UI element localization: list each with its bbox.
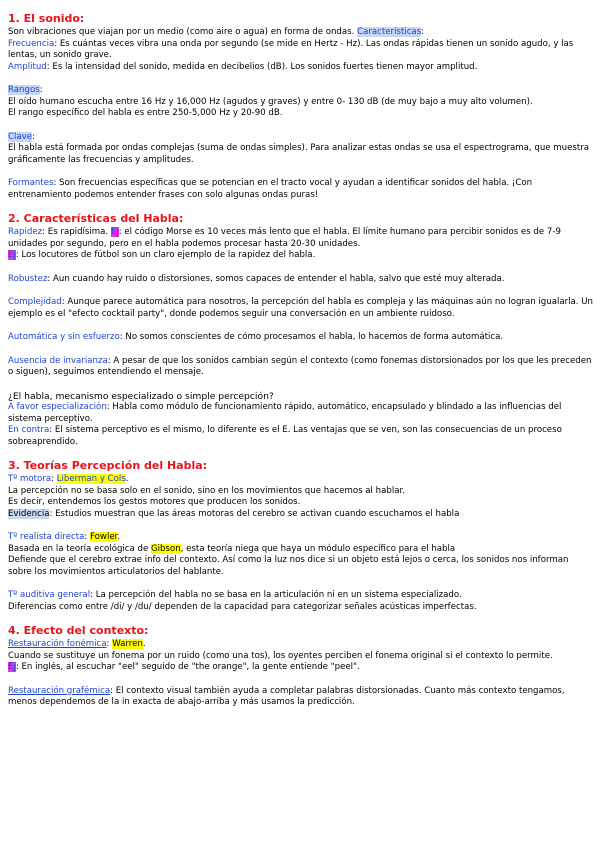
- motora-term: Tº motora: [8, 474, 52, 484]
- fonemica-term: Restauración fonémica: [8, 639, 107, 649]
- ej-tag: Ej: [8, 662, 16, 672]
- fonemica-author: Warren: [112, 639, 143, 649]
- evidencia-term: Evidencia: [8, 508, 50, 519]
- afavor-definition: A favor especialización: Habla como módulo de funcionamiento rápido, automático, encapsulado y blindado a las influencias del sistema perceptivo.: [8, 402, 562, 424]
- ej-tag: Ej: [8, 250, 16, 260]
- robustez-definition: Robustez: Aun cuando hay ruido o distorsiones, somos capaces de entender el habla, salvo que esté muy alterada.: [8, 273, 505, 284]
- section-1-title: 1. El sonido:: [8, 12, 85, 25]
- motora-line-1: La percepción no se basa solo en el sonido, sino en los movimientos que hacemos al hablar.: [8, 485, 405, 496]
- evidencia-line: Evidencia: Estudios muestran que las áreas motoras del cerebro se activan cuando escuchamos el habla: [8, 508, 460, 519]
- amplitud-definition: Amplitud: Es la intensidad del sonido, medida en decibelios (dB). Los sonidos fuertes tienen mayor amplitud.: [8, 61, 478, 72]
- rapidez-definition: Rapidez: Es rapidísima. Ej: el código Morse es 10 veces más lento que el habla. El límite humano para percibir sonidos es de 7-9 unidades por segundo, pero en el habla podemos procesar hasta 20-30 unidades.: [8, 227, 561, 249]
- frecuencia-term: Frecuencia: [8, 38, 55, 49]
- rapidez-example: Ej: Los locutores de fútbol son un claro ejemplo de la rapidez del habla.: [8, 250, 316, 260]
- robustez-term: Robustez: [8, 273, 48, 284]
- formantes-term: Formantes: [8, 178, 54, 188]
- automatica-definition: Automática y sin esfuerzo: No somos conscientes de cómo procesamos el habla, lo hacemos de forma automática.: [8, 332, 504, 342]
- clave-heading: Clave:: [8, 131, 35, 142]
- ej-tag: Ej: [110, 227, 119, 237]
- complejidad-definition: Complejidad: Aunque parece automática para nosotros, la percepción del habla es compleja y las máquinas aún no logran igualarla. Un ejemplo es el "efecto cocktail party", donde podemos seguir una conversación en un ambiente ruidoso.: [8, 297, 593, 319]
- frecuencia-definition: Frecuencia: Es cuántas veces vibra una onda por segundo (se mide en Hertz - Hz). Las ondas rápidas tienen un sonido agudo, y las lentas, un sonido grave.: [8, 38, 574, 60]
- encontra-term: En contra: [8, 425, 50, 435]
- amplitud-term: Amplitud: [8, 61, 47, 72]
- document-page: [8, 12, 594, 709]
- motora-authors: Liberman y Cols: [56, 474, 126, 484]
- realista-line-1: Basada en la teoría ecológica de Gibson, esta teoría niega que haya un módulo específico para el habla: [8, 543, 456, 554]
- realista-term: Tº realista directa: [8, 532, 85, 542]
- section-2-title: 2. Características del Habla:: [8, 212, 184, 225]
- fonemica-example: Ej: En inglés, al escuchar "eel" seguido de "the orange", la gente entiende "peel".: [8, 662, 360, 672]
- fonemica-line-1: Cuando se sustituye un fonema por un ruido (como una tos), los oyentes perciben el fonema original si el contexto lo permite.: [8, 650, 553, 661]
- section-3-title: 3. Teorías Percepción del Habla:: [8, 459, 208, 472]
- realista-author: Fowler: [90, 532, 118, 542]
- mecanismo-question: ¿El habla, mecanismo especializado o simple percepción?: [8, 390, 274, 402]
- complejidad-term: Complejidad: [8, 297, 62, 307]
- realista-heading: Tº realista directa: Fowler.: [8, 532, 121, 542]
- encontra-definition: En contra: El sistema perceptivo es el mismo, lo diferente es el E. Las ventajas que se ven, son las consecuencias de un proceso sobreaprendido.: [8, 425, 562, 447]
- ausencia-definition: Ausencia de invarianza: A pesar de que los sonidos cambian según el contexto (como fonemas distorsionados por los que les preceden o siguen), seguimos entendiendo el mensaje.: [8, 355, 592, 377]
- formantes-definition: Formantes: Son frecuencias específicas que se potencian en el tracto vocal y ayudan a identificar sonidos del habla. ¡Con entrenamiento podemos entender frases con solo algunas ondas puras!: [8, 178, 533, 200]
- fonemica-heading: Restauración fonémica: Warren.: [8, 639, 146, 649]
- auditiva-definition: Tº auditiva general: La percepción del habla no se basa en la articulación ni en un sistema especializado.: [8, 590, 462, 600]
- clave-term: Clave: [8, 131, 33, 142]
- grafemica-term: Restauración grafémica: [8, 685, 111, 696]
- ausencia-term: Ausencia de invarianza: [8, 355, 108, 366]
- rangos-term: Rangos: [8, 85, 40, 95]
- rangos-line-2: El rango específico del habla es entre 250-5,000 Hz y 20-90 dB.: [8, 108, 283, 118]
- grafemica-definition: Restauración grafémica: El contexto visual también ayuda a completar palabras distorsionadas. Cuanto más contexto tengamos, menos dependemos de la in exacta de abajo-arriba y más usamos la predicción.: [8, 685, 565, 707]
- gibson-name: Gibson: [151, 543, 181, 554]
- rapidez-term: Rapidez: [8, 227, 43, 237]
- caracteristicas-label: Características: [357, 27, 422, 37]
- motora-line-2: Es decir, entendemos los gestos motores que producen los sonidos.: [8, 497, 301, 507]
- realista-line-2: Defiende que el cerebro extrae info del contexto. Así como la luz nos dice si un objeto está lejos o cerca, los sonidos nos informan sobre los movimientos articulatorios del hablante.: [8, 555, 569, 577]
- sonido-intro: Son vibraciones que viajan por un medio (como aire o agua) en forma de ondas. Características:: [8, 27, 425, 37]
- auditiva-term: Tº auditiva general: [8, 590, 91, 600]
- motora-heading: Tº motora: Liberman y Cols.: [8, 474, 129, 484]
- rangos-line-1: El oído humano escucha entre 16 Hz y 16,000 Hz (agudos y graves) y entre 0- 130 dB (de muy bajo a muy alto volumen).: [8, 96, 533, 107]
- afavor-term: A favor especialización: [8, 402, 107, 412]
- rangos-heading: Rangos:: [8, 85, 43, 95]
- automatica-term: Automática y sin esfuerzo: [8, 332, 120, 342]
- clave-text: El habla está formada por ondas complejas (suma de ondas simples). Para analizar estas ondas se usa el espectrograma, que muestra gráficamente las frecuencias y amplitudes.: [8, 143, 590, 165]
- auditiva-line-2: Diferencias como entre /di/ y /du/ dependen de la capacidad para categorizar señales acústicas imperfectas.: [8, 601, 477, 612]
- section-4-title: 4. Efecto del contexto:: [8, 624, 149, 637]
